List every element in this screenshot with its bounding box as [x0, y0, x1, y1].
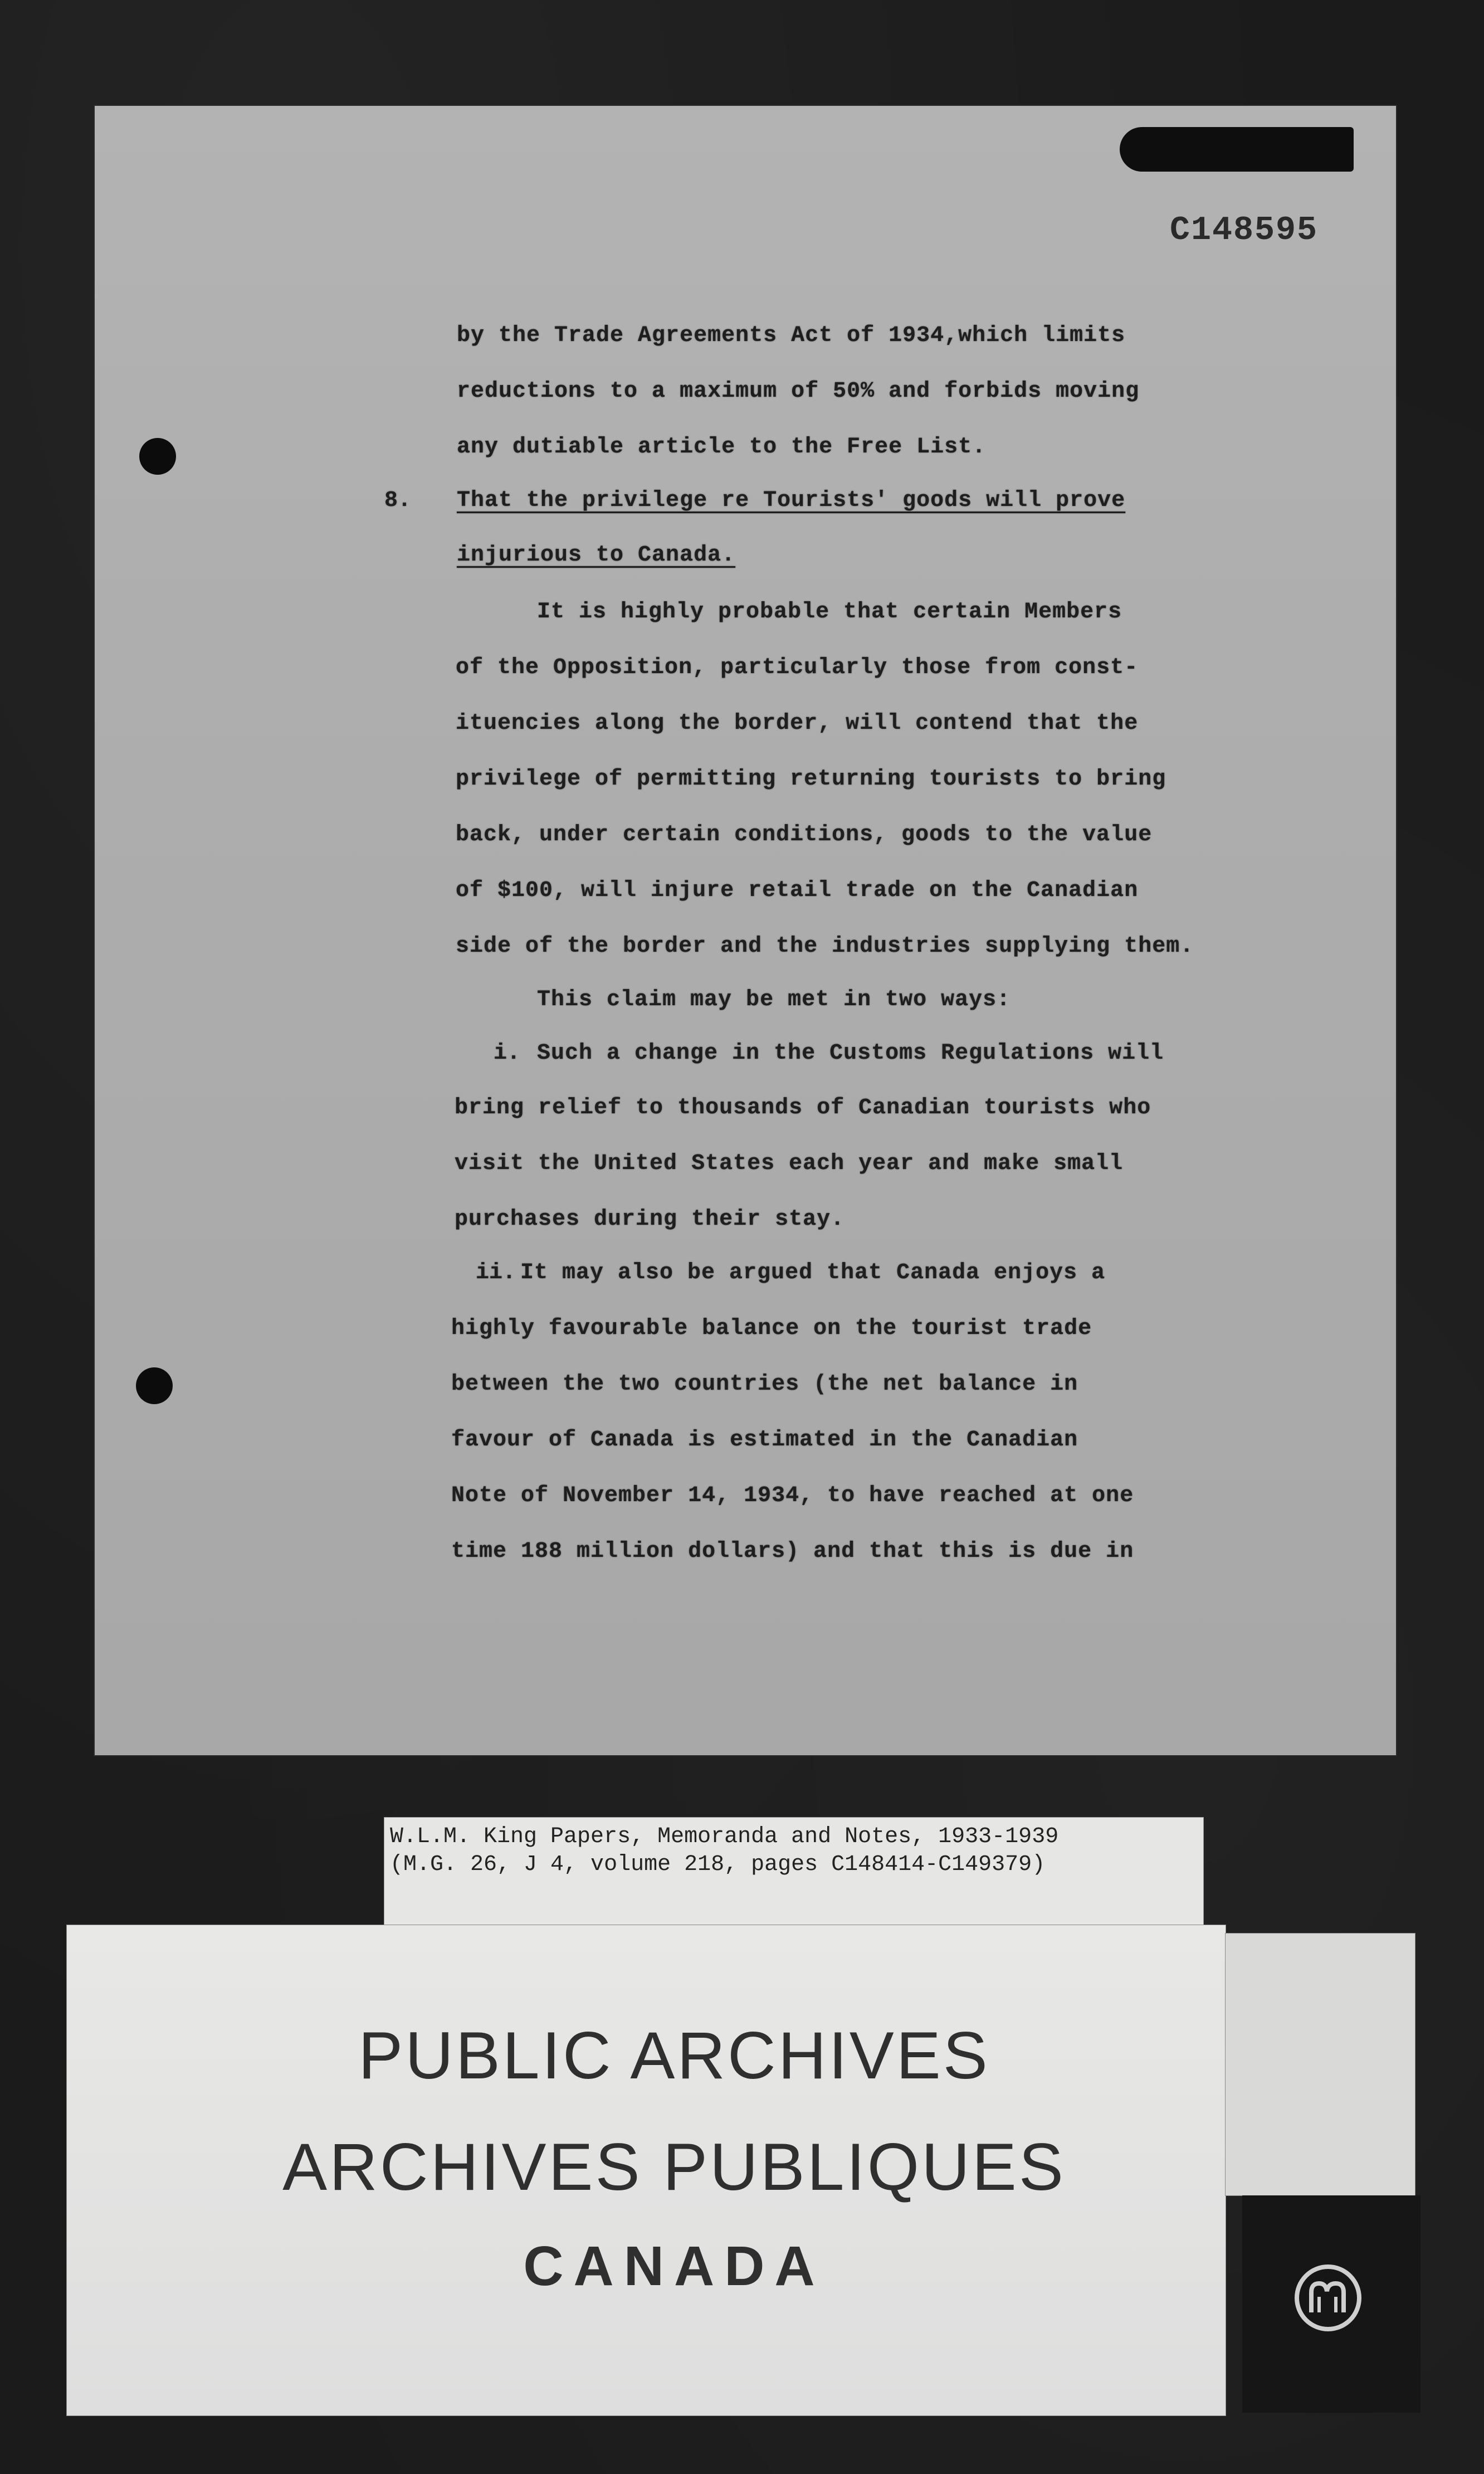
text-line: highly favourable balance on the tourist trade: [451, 1316, 1092, 1341]
document-id: C148595: [1170, 212, 1319, 250]
text-line: This claim may be met in two ways:: [537, 987, 1011, 1012]
archives-title-fr: ARCHIVES PUBLIQUES: [282, 2130, 1066, 2204]
text-line: by the Trade Agreements Act of 1934,which limits: [457, 323, 1126, 348]
source-line-2: (M.G. 26, J 4, volume 218, pages C148414-C149379): [390, 1852, 1046, 1877]
microfilm-logo-icon: [1293, 2263, 1363, 2332]
section-heading-line: That the privilege re Tourists' goods will prove: [457, 488, 1126, 513]
text-line: Such a change in the Customs Regulations will: [537, 1041, 1164, 1066]
text-line: time 188 million dollars) and that this is due in: [451, 1539, 1134, 1564]
archives-country: CANADA: [523, 2235, 825, 2297]
text-line: purchases during their stay.: [455, 1207, 845, 1232]
punch-hole-top: [139, 438, 176, 475]
text-line: visit the United States each year and make small: [455, 1151, 1124, 1176]
source-line-1: W.L.M. King Papers, Memoranda and Notes, 1933-1939: [390, 1824, 1059, 1849]
text-line: reductions to a maximum of 50% and forbids moving: [457, 379, 1140, 404]
text-line: It is highly probable that certain Members: [537, 600, 1122, 625]
section-heading-line: injurious to Canada.: [457, 543, 736, 568]
text-line: of $100, will injure retail trade on the Canadian: [456, 878, 1139, 903]
text-line: Note of November 14, 1934, to have reached at one: [451, 1483, 1134, 1508]
text-line: any dutiable article to the Free List.: [457, 435, 987, 460]
punch-hole-bottom: [136, 1367, 173, 1404]
item-marker-i: i.: [494, 1041, 521, 1066]
text-line: side of the border and the industries supplying them.: [456, 934, 1194, 959]
source-label: [384, 1818, 1203, 1925]
item-marker-ii: ii.: [476, 1260, 516, 1285]
redacted-tab: [1120, 127, 1354, 172]
text-line: between the two countries (the net balance in: [451, 1372, 1078, 1397]
text-line: privilege of permitting returning tourists to bring: [456, 767, 1166, 792]
text-line: favour of Canada is estimated in the Canadian: [451, 1428, 1078, 1453]
text-line: ituencies along the border, will contend that the: [456, 711, 1139, 736]
text-line: back, under certain conditions, goods to the value: [456, 822, 1153, 848]
archives-title-en: PUBLIC ARCHIVES: [358, 2018, 990, 2093]
text-line: bring relief to thousands of Canadian tourists who: [455, 1095, 1151, 1121]
section-marker: 8.: [384, 488, 412, 513]
text-line: of the Opposition, particularly those from const-: [456, 655, 1139, 680]
text-line: It may also be argued that Canada enjoys a: [520, 1260, 1106, 1285]
